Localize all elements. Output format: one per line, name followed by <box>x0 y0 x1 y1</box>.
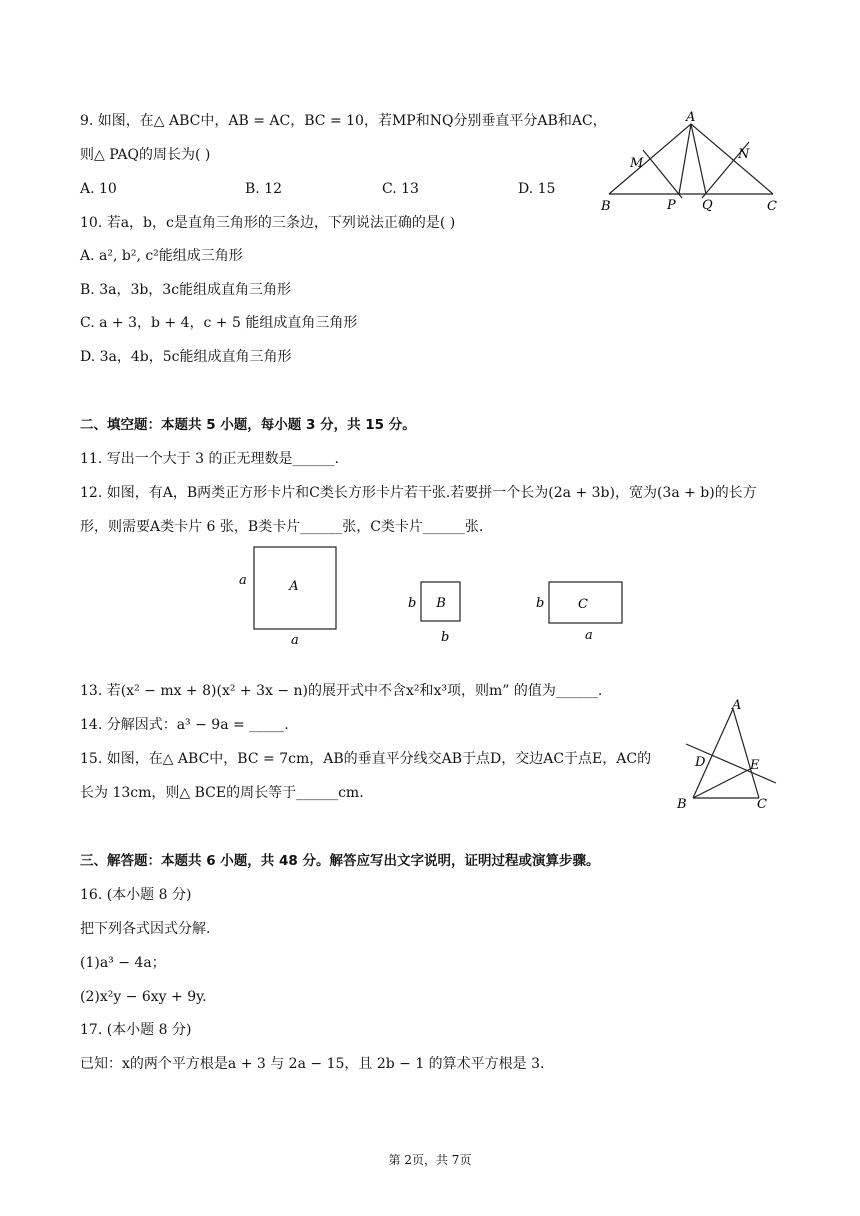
q10-option-a: A. a², b², c²能组成三角形 <box>80 248 243 264</box>
q15-label-a: A <box>732 698 742 713</box>
card-b-bottom: b <box>441 630 450 645</box>
q9-label-a: A <box>686 110 696 125</box>
card-c-label: C <box>578 597 588 612</box>
q10-option-d: D. 3a，4b，5c能组成直角三角形 <box>80 349 292 365</box>
q14-text: 14. 分解因式：a³ − 9a = _____. <box>80 717 289 733</box>
card-b-label: B <box>436 596 446 611</box>
q9-label-b: B <box>601 199 611 214</box>
card-a-side: a <box>239 573 247 588</box>
q15-label-d: D <box>695 755 706 770</box>
q9-label-c: C <box>767 199 777 214</box>
q15-label-b: B <box>677 797 687 812</box>
q10-option-c: C. a + 3，b + 4，c + 5 能组成直角三角形 <box>80 315 358 331</box>
q10-option-b: B. 3a，3b，3c能组成直角三角形 <box>80 282 292 298</box>
q15-line1: 15. 如图，在△ ABC中，BC = 7cm，AB的垂直平分线交AB于点D，交边AC于点E，AC的 <box>80 751 652 767</box>
q15-triangle-figure <box>672 696 792 816</box>
card-c-side: b <box>536 596 545 611</box>
q16-item-1: (1)a³ − 4a； <box>80 955 166 971</box>
q9-option-b: B. 12 <box>245 181 283 197</box>
card-a-label: A <box>289 579 299 594</box>
q9-option-c: C. 13 <box>382 181 419 197</box>
q13-text: 13. 若(x² − mx + 8)(x² + 3x − n)的展开式中不含x²和x³项，则m” 的值为______. <box>80 683 603 699</box>
q12-line1: 12. 如图，有A，B两类正方形卡片和C类长方形卡片若干张.若要拼一个长为(2a + 3b)，宽为(3a + b)的长方 <box>80 485 757 501</box>
q9-option-d: D. 15 <box>518 181 556 197</box>
page-footer: 第 2页，共 7页 <box>388 1153 472 1167</box>
q16-instruction: 把下列各式因式分解. <box>80 921 211 937</box>
q9-label-q: Q <box>702 198 713 213</box>
card-b-side: b <box>408 596 417 611</box>
q9-label-n: N <box>738 147 750 162</box>
q15-label-e: E <box>750 758 760 773</box>
q15-label-c: C <box>757 797 767 812</box>
q16-item-2: (2)x²y − 6xy + 9y. <box>80 989 207 1005</box>
q15-line2: 长为 13cm，则△ BCE的周长等于______cm. <box>80 785 364 801</box>
q9-label-p: P <box>667 198 676 213</box>
q9-option-a: A. 10 <box>80 181 117 197</box>
q11-text: 11. 写出一个大于 3 的正无理数是______. <box>80 451 339 467</box>
card-c-bottom: a <box>585 628 593 643</box>
q10-stem: 10. 若a，b，c是直角三角形的三条边，下列说法正确的是( ) <box>80 215 456 231</box>
q9-label-m: M <box>630 156 644 171</box>
q9-stem-line1: 9. 如图，在△ ABC中，AB = AC，BC = 10，若MP和NQ分别垂直平分AB和AC， <box>80 113 607 129</box>
q9-stem-line2: 则△ PAQ的周长为( ) <box>80 147 211 163</box>
card-a-bottom: a <box>291 633 299 648</box>
q9-triangle-figure <box>596 112 786 214</box>
section2-heading: 二、填空题：本题共 5 小题，每小题 3 分，共 15 分。 <box>80 417 416 433</box>
q16-title: 16. (本小题 8 分) <box>80 887 192 903</box>
section3-heading: 三、解答题：本题共 6 小题，共 48 分。解答应写出文字说明，证明过程或演算步骤。 <box>80 853 600 869</box>
q17-text: 已知：x的两个平方根是a + 3 与 2a − 15，且 2b − 1 的算术平方根是 3. <box>80 1056 545 1072</box>
q17-title: 17. (本小题 8 分) <box>80 1022 192 1038</box>
q12-line2: 形，则需要A类卡片 6 张，B类卡片______张，C类卡片______张. <box>80 519 484 535</box>
q12-cards-figure <box>230 540 640 650</box>
